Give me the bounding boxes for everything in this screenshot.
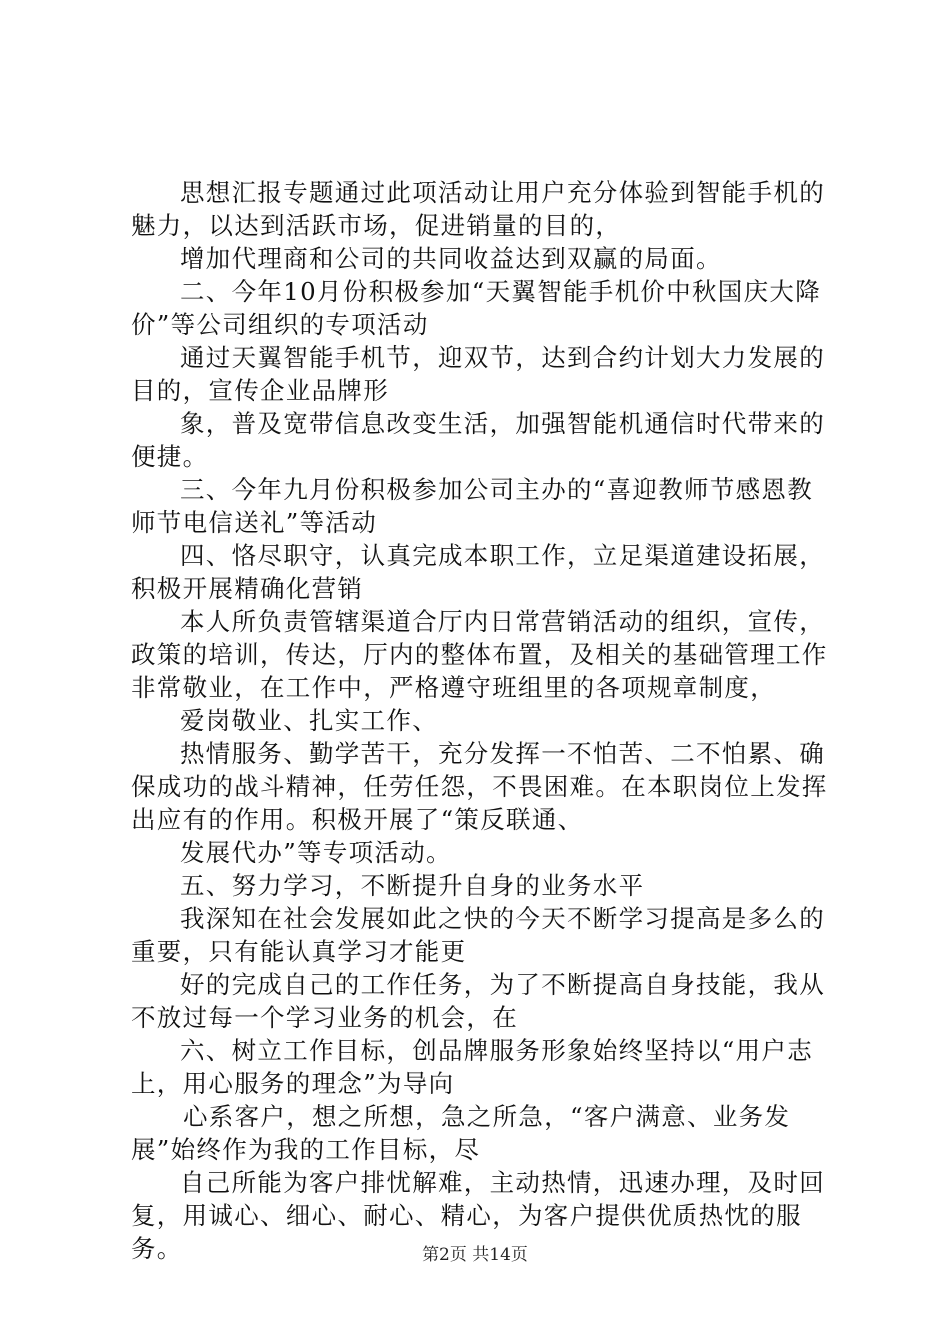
paragraph-8: 本人所负责管辖渠道合厅内日常营销活动的组织，宣传，政策的培训，传达，厅内的整体布置，及相关的基础管理工作非常敬业，在工作中，严格遵守班组里的各项规章制度， — [131, 607, 828, 702]
paragraph-12: 五、努力学习，不断提升自身的业务水平 — [180, 871, 645, 900]
paragraph-1: 思想汇报专题通过此项活动让用户充分体验到智能手机的魅力，以达到活跃市场，促进销量的目的， — [131, 178, 825, 240]
paragraph-17: 自己所能为客户排忧解难，主动热情，迅速办理，及时回复，用诚心、细心、耐心、精心，为客户提供优质热忱的服务。 — [131, 1168, 825, 1263]
paragraph-6: 三、今年九月份积极参加公司主办的“喜迎教师节感恩教师节电信送礼”等活动 — [131, 475, 814, 537]
paragraph-7: 四、恪尽职守，认真完成本职工作，立足渠道建设拓展，积极开展精确化营销 — [131, 541, 825, 603]
paragraph-13: 我深知在社会发展如此之快的今天不断学习提高是多么的重要，只有能认真学习才能更 — [131, 904, 825, 966]
paragraph-11: 发展代办”等专项活动。 — [180, 838, 452, 867]
paragraph-14: 好的完成自己的工作任务，为了不断提高自身技能，我从不放过每一个学习业务的机会，在 — [131, 970, 825, 1032]
paragraph-2: 增加代理商和公司的共同收益达到双赢的局面。 — [180, 244, 722, 273]
paragraph-3: 二、今年10月份积极参加“天翼智能手机价中秋国庆大降价”等公司组织的专项活动 — [131, 277, 821, 339]
paragraph-4: 通过天翼智能手机节，迎双节，达到合约计划大力发展的目的，宣传企业品牌形 — [131, 343, 825, 405]
page-number-footer: 第2页 共14页 — [422, 1245, 528, 1265]
paragraph-5: 象，普及宽带信息改变生活，加强智能机通信时代带来的便捷。 — [131, 409, 825, 471]
document-body — [131, 176, 831, 1265]
paragraph-9: 爱岗敬业、扎实工作、 — [180, 706, 438, 735]
paragraph-16: 心系客户，想之所想，急之所急，“客户满意、业务发展”始终作为我的工作目标，尽 — [131, 1102, 791, 1164]
paragraph-10: 热情服务、勤学苦干，充分发挥一不怕苦、二不怕累、确保成功的战斗精神，任劳任怨，不畏困难。在本职岗位上发挥出应有的作用。积极开展了“策反联通、 — [131, 739, 828, 834]
paragraph-15: 六、树立工作目标，创品牌服务形象始终坚持以“用户志上，用心服务的理念”为导向 — [131, 1036, 814, 1098]
